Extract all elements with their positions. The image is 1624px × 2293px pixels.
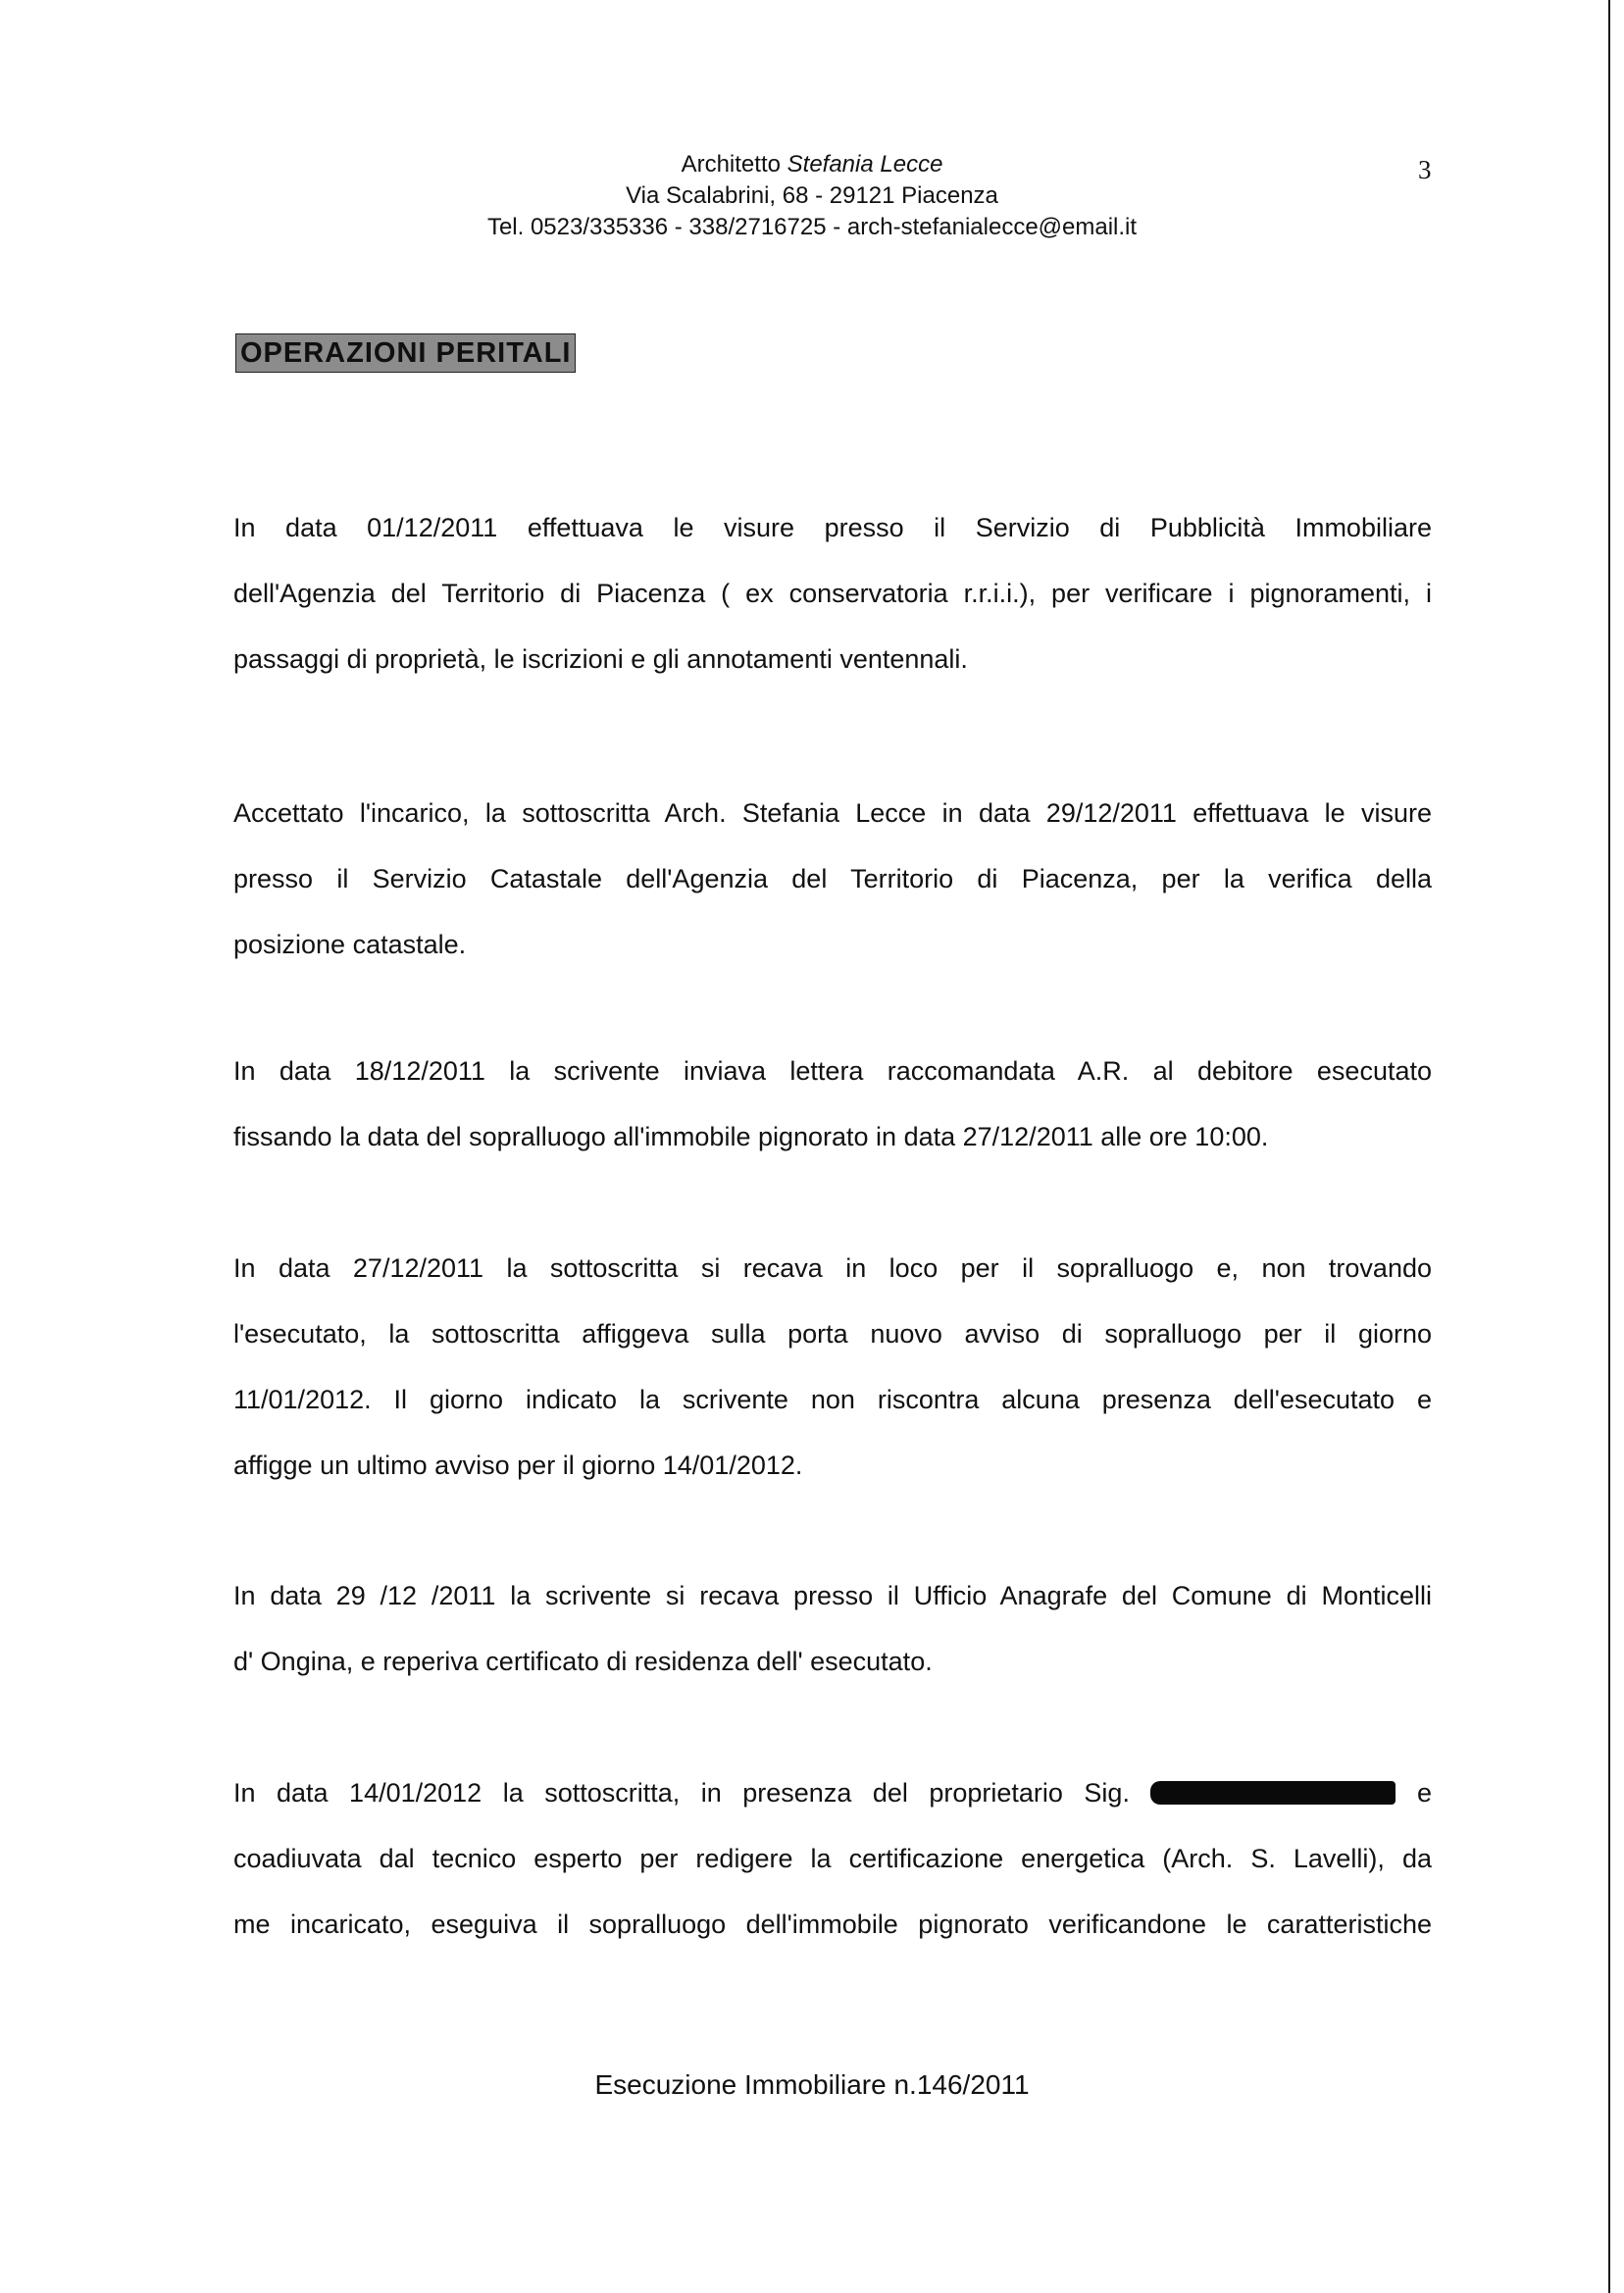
- paragraph-line: Accettato l'incarico, la sottoscritta Arch. Stefania Lecce in data 29/12/2011 effettuava le visure: [233, 798, 1432, 828]
- footer-reference: Esecuzione Immobiliare n.146/2011: [594, 2069, 1030, 2100]
- paragraph-line: posizione catastale.: [233, 930, 467, 959]
- page-edge: [1608, 0, 1610, 2293]
- paragraph-line: [233, 1760, 1432, 1826]
- letterhead-name: Stefania Lecce: [787, 151, 943, 178]
- paragraph-5: [233, 1563, 1432, 1695]
- letterhead-title: [0, 149, 1624, 180]
- paragraph-line: In data 01/12/2011 effettuava le visure presso il Servizio di Pubblicità Immobiliare: [233, 513, 1432, 542]
- page-number: 3: [1418, 155, 1432, 184]
- paragraph-6: [233, 1760, 1432, 1958]
- paragraph-4: [233, 1236, 1432, 1499]
- letterhead-prefix: Architetto: [681, 151, 781, 178]
- letterhead: [0, 149, 1624, 243]
- paragraph-line: d' Ongina, e reperiva certificato di residenza dell' esecutato.: [233, 1647, 933, 1676]
- paragraph-line: fissando la data del sopralluogo all'immobile pignorato in data 27/12/2011 alle ore 10:00.: [233, 1122, 1269, 1151]
- paragraph-line-start: In data 14/01/2012 la sottoscritta, in presenza del proprietario Sig.: [233, 1778, 1130, 1808]
- paragraph-line: me incaricato, eseguiva il sopralluogo dell'immobile pignorato verificandone le caratteristiche: [233, 1910, 1432, 1939]
- paragraph-line: affigge un ultimo avviso per il giorno 14/01/2012.: [233, 1451, 803, 1480]
- paragraph-line: In data 27/12/2011 la sottoscritta si recava in loco per il sopralluogo e, non trovando: [233, 1253, 1432, 1283]
- paragraph-line-end: e: [1416, 1778, 1432, 1808]
- paragraph-line: In data 18/12/2011 la scrivente inviava lettera raccomandata A.R. al debitore esecutato: [233, 1056, 1432, 1086]
- paragraph-line: presso il Servizio Catastale dell'Agenzia del Territorio di Piacenza, per la verifica della: [233, 864, 1432, 893]
- letterhead-address: Via Scalabrini, 68 - 29121 Piacenza: [626, 182, 998, 209]
- paragraph-line: coadiuvata dal tecnico esperto per redigere la certificazione energetica (Arch. S. Lavelli), da: [233, 1844, 1432, 1873]
- paragraph-line: dell'Agenzia del Territorio di Piacenza ( ex conservatoria r.r.i.i.), per verificare i pignoramenti, i: [233, 579, 1432, 608]
- paragraph-1: [233, 495, 1432, 692]
- paragraph-3: [233, 1039, 1432, 1170]
- paragraph-line: passaggi di proprietà, le iscrizioni e gli annotamenti ventennali.: [233, 644, 968, 674]
- letterhead-contacts: Tel. 0523/335336 - 338/2716725 - arch-stefanialecce@email.it: [486, 214, 1138, 240]
- paragraph-line: l'esecutato, la sottoscritta affiggeva sulla porta nuovo avviso di sopralluogo per il giorno: [233, 1319, 1432, 1349]
- section-title: OPERAZIONI PERITALI: [235, 333, 576, 373]
- redaction-bar: [1150, 1781, 1396, 1805]
- paragraph-line: 11/01/2012. Il giorno indicato la scrivente non riscontra alcuna presenza dell'esecutato e: [233, 1385, 1432, 1414]
- paragraph-line: In data 29 /12 /2011 la scrivente si recava presso il Ufficio Anagrafe del Comune di Monticelli: [233, 1581, 1432, 1610]
- paragraph-2: [233, 781, 1432, 978]
